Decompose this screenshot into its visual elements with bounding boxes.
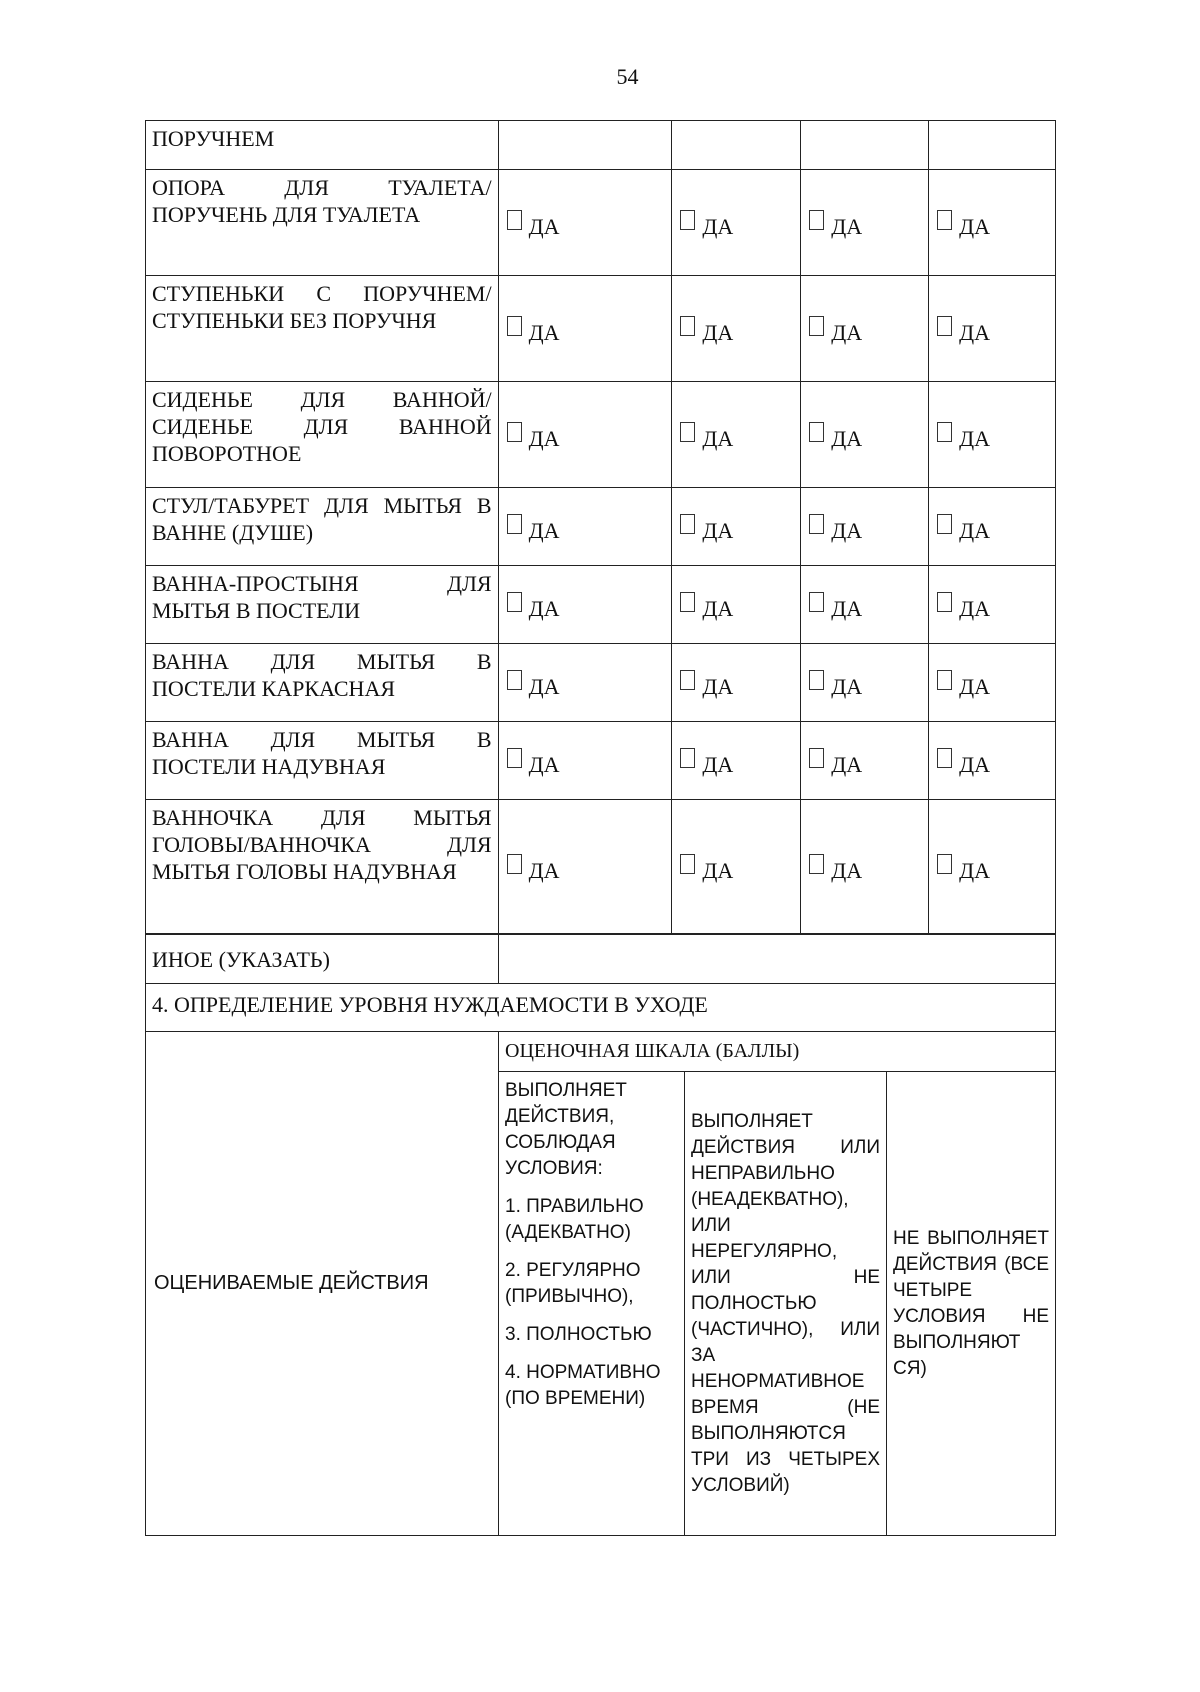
checkbox[interactable] [937, 316, 952, 336]
equipment-row-label: ВАННОЧКА ДЛЯ МЫТЬЯ ГОЛОВЫ/ВАННОЧКА ДЛЯ МЫТЬЯ ГОЛОВЫ НАДУВНАЯ [146, 800, 499, 933]
scale-col1-item: 1. ПРАВИЛЬНО (АДЕКВАТНО) [505, 1196, 644, 1243]
checkbox-label: ДА [702, 319, 734, 345]
checkbox[interactable] [680, 592, 695, 612]
option-cell [929, 121, 1056, 169]
scale-column-partial [685, 1072, 887, 1535]
equipment-row [145, 799, 1056, 934]
checkbox[interactable] [680, 854, 695, 874]
checkbox[interactable] [809, 514, 824, 534]
checkbox-label: ДА [702, 517, 734, 543]
option-cell [672, 644, 801, 721]
equipment-row [145, 721, 1056, 799]
equipment-row-label: ВАННА-ПРОСТЫНЯ ДЛЯ МЫТЬЯ В ПОСТЕЛИ [146, 566, 499, 643]
option-cell [499, 722, 673, 799]
equipment-row [145, 565, 1056, 643]
checkbox[interactable] [809, 592, 824, 612]
checkbox[interactable] [507, 210, 522, 230]
checkbox-label: ДА [831, 425, 863, 451]
checkbox[interactable] [809, 316, 824, 336]
option-cell [801, 276, 929, 381]
option-cell [929, 382, 1056, 487]
section-title: 4. ОПРЕДЕЛЕНИЕ УРОВНЯ НУЖДАЕМОСТИ В УХОДЕ [146, 984, 1056, 1031]
option-cell [672, 488, 801, 565]
checkbox-label: ДА [528, 517, 560, 543]
checkbox-label: ДА [959, 673, 991, 699]
equipment-row-label: СИДЕНЬЕ ДЛЯ ВАННОЙ/СИДЕНЬЕ ДЛЯ ВАННОЙ ПОВОРОТНОЕ [146, 382, 499, 487]
option-cell [672, 382, 801, 487]
checkbox-label: ДА [702, 751, 734, 777]
checkbox[interactable] [507, 854, 522, 874]
option-cell [801, 382, 929, 487]
checkbox[interactable] [937, 210, 952, 230]
option-cell [929, 722, 1056, 799]
checkbox-label: ДА [831, 517, 863, 543]
scale-columns [499, 1072, 1055, 1535]
form-table [145, 120, 1056, 1536]
option-cell [672, 566, 801, 643]
option-cell [499, 566, 673, 643]
checkbox[interactable] [507, 514, 522, 534]
equipment-row-label: ВАННА ДЛЯ МЫТЬЯ В ПОСТЕЛИ НАДУВНАЯ [146, 722, 499, 799]
checkbox-label: ДА [831, 673, 863, 699]
checkbox-label: ДА [528, 751, 560, 777]
checkbox-label: ДА [831, 595, 863, 621]
scale-col1-item: 2. РЕГУЛЯРНО (ПРИВЫЧНО), [505, 1260, 641, 1307]
other-row-label: ИНОЕ (УКАЗАТЬ) [146, 935, 499, 983]
option-cell [672, 276, 801, 381]
option-cell [801, 566, 929, 643]
checkbox-label: ДА [528, 673, 560, 699]
equipment-row-label: СТУПЕНЬКИ С ПОРУЧНЕМ/СТУПЕНЬКИ БЕЗ ПОРУЧНЯ [146, 276, 499, 381]
checkbox-label: ДА [959, 857, 991, 883]
equipment-row [145, 169, 1056, 275]
equipment-row-label: ПОРУЧНЕМ [146, 121, 499, 169]
checkbox[interactable] [680, 748, 695, 768]
checkbox[interactable] [507, 422, 522, 442]
checkbox-label: ДА [959, 319, 991, 345]
scale-col2-text: ВЫПОЛНЯЕТ ДЕЙСТВИЯ ИЛИ НЕПРАВИЛЬНО (НЕАДЕКВАТНО), ИЛИ НЕРЕГУЛЯРНО, ИЛИ НЕ ПОЛНОСТЬЮ (ЧАСТИЧНО), ИЛИ ЗА НЕНОРМАТИВНОЕ ВРЕМЯ (НЕ ВЫПОЛНЯЮТСЯ ТРИ ИЗ ЧЕТЫРЕХ УСЛОВИЙ) [691, 1110, 880, 1496]
checkbox-label: ДА [528, 213, 560, 239]
checkbox[interactable] [507, 748, 522, 768]
scale-col1-intro: ВЫПОЛНЯЕТ ДЕЙСТВИЯ, СОБЛЮДАЯ УСЛОВИЯ: [505, 1080, 627, 1179]
checkbox-label: ДА [702, 673, 734, 699]
equipment-rows [145, 120, 1056, 934]
checkbox-label: ДА [528, 319, 560, 345]
checkbox-label: ДА [831, 213, 863, 239]
option-cell [929, 488, 1056, 565]
checkbox[interactable] [809, 210, 824, 230]
checkbox-label: ДА [959, 595, 991, 621]
checkbox-label: ДА [959, 517, 991, 543]
assessment-scale [499, 1032, 1056, 1535]
option-cell [672, 800, 801, 933]
option-cell [672, 121, 801, 169]
option-cell [801, 800, 929, 933]
checkbox[interactable] [507, 592, 522, 612]
checkbox[interactable] [937, 422, 952, 442]
equipment-row [145, 275, 1056, 381]
other-row-input[interactable] [499, 935, 1056, 983]
section-title-row [145, 983, 1056, 1031]
assessed-actions-label: ОЦЕНИВАЕМЫЕ ДЕЙСТВИЯ [146, 1032, 499, 1535]
option-cell [929, 644, 1056, 721]
option-cell [672, 722, 801, 799]
equipment-row [145, 643, 1056, 721]
option-cell [499, 800, 673, 933]
checkbox[interactable] [809, 748, 824, 768]
checkbox[interactable] [809, 670, 824, 690]
equipment-row-label: СТУЛ/ТАБУРЕТ ДЛЯ МЫТЬЯ В ВАННЕ (ДУШЕ) [146, 488, 499, 565]
scale-column-none [887, 1072, 1055, 1535]
checkbox[interactable] [809, 422, 824, 442]
scale-col1-item: 3. ПОЛНОСТЬЮ [505, 1324, 652, 1345]
checkbox[interactable] [809, 854, 824, 874]
checkbox-label: ДА [959, 213, 991, 239]
option-cell [929, 566, 1056, 643]
checkbox-label: ДА [831, 857, 863, 883]
option-cell [499, 382, 673, 487]
checkbox-label: ДА [831, 319, 863, 345]
checkbox-label: ДА [959, 751, 991, 777]
checkbox[interactable] [937, 670, 952, 690]
scale-col3-text: НЕ ВЫПОЛНЯЕТ ДЕЙСТВИЯ (ВСЕ ЧЕТЫРЕ УСЛОВИЯ НЕ ВЫПОЛНЯЮТ СЯ) [893, 1227, 1049, 1379]
checkbox[interactable] [680, 514, 695, 534]
option-cell [801, 170, 929, 275]
option-cell [801, 722, 929, 799]
equipment-row-label: ВАННА ДЛЯ МЫТЬЯ В ПОСТЕЛИ КАРКАСНАЯ [146, 644, 499, 721]
option-cell [929, 170, 1056, 275]
checkbox[interactable] [507, 316, 522, 336]
checkbox-label: ДА [959, 425, 991, 451]
option-cell [929, 276, 1056, 381]
option-cell [499, 488, 673, 565]
page-number: 54 [616, 64, 639, 89]
option-cell [499, 644, 673, 721]
checkbox-label: ДА [528, 595, 560, 621]
equipment-row [145, 120, 1056, 169]
assessment-scale-row [145, 1031, 1056, 1536]
checkbox[interactable] [680, 670, 695, 690]
other-row [145, 934, 1056, 983]
checkbox-label: ДА [702, 425, 734, 451]
option-cell [499, 121, 673, 169]
checkbox[interactable] [680, 316, 695, 336]
checkbox-label: ДА [831, 751, 863, 777]
scale-title: ОЦЕНОЧНАЯ ШКАЛА (БАЛЛЫ) [499, 1032, 1055, 1072]
checkbox[interactable] [507, 670, 522, 690]
scale-col1-item: 4. НОРМАТИВНО (ПО ВРЕМЕНИ) [505, 1362, 661, 1409]
option-cell [929, 800, 1056, 933]
option-cell [801, 488, 929, 565]
option-cell [499, 276, 673, 381]
checkbox-label: ДА [702, 213, 734, 239]
checkbox-label: ДА [702, 595, 734, 621]
checkbox-label: ДА [702, 857, 734, 883]
scale-column-full [499, 1072, 685, 1535]
equipment-row [145, 487, 1056, 565]
option-cell [672, 170, 801, 275]
checkbox-label: ДА [528, 425, 560, 451]
checkbox[interactable] [937, 514, 952, 534]
checkbox[interactable] [937, 748, 952, 768]
option-cell [499, 170, 673, 275]
equipment-row [145, 381, 1056, 487]
checkbox-label: ДА [528, 857, 560, 883]
checkbox[interactable] [937, 592, 952, 612]
checkbox[interactable] [680, 210, 695, 230]
checkbox[interactable] [937, 854, 952, 874]
equipment-row-label: ОПОРА ДЛЯ ТУАЛЕТА/ПОРУЧЕНЬ ДЛЯ ТУАЛЕТА [146, 170, 499, 275]
option-cell [801, 644, 929, 721]
checkbox[interactable] [680, 422, 695, 442]
option-cell [801, 121, 929, 169]
